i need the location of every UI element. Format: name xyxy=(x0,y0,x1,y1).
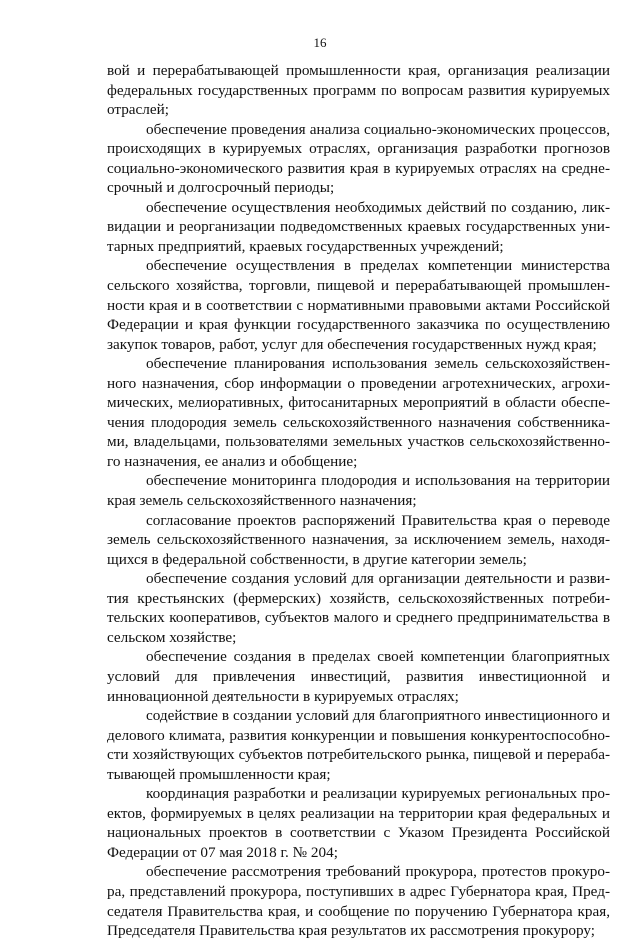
paragraph: содействие в создании условий для благоприятного инвестиционного и делового климата, развития конкуренции и повышения конкурентоспособности хозяйствующих субъектов потребительского рынка, пищевой и перерабатывающей промышленности края; xyxy=(107,707,610,783)
paragraph: обеспечение создания в пределах своей компетенции благоприятных условий для привлечения инвестиций, развития инвестиционной и инновационной деятельности в курируемых отраслях; xyxy=(107,648,610,705)
paragraph: обеспечение планирования использования земель сельскохозяйственного назначения, сбор информации о проведении агротехнических, агрохимических, мелиоративных, фитосанитарных мероприятий в области обеспечения плодородия земель сельскохозяйственного назначения собственниками, владельцами, пользователями земельных участков сельскохозяйственного назначения, ее анализ и обобщение; xyxy=(107,355,610,470)
document-body xyxy=(107,61,610,941)
paragraph: обеспечение мониторинга плодородия и использования на территории края земель сельскохозяйственного назначения; xyxy=(107,472,610,510)
paragraph: обеспечение осуществления необходимых действий по созданию, ликвидации и реорганизации подведомственных краевых государственных унитарных предприятий, краевых государственных учреждений; xyxy=(107,198,610,255)
paragraph-continued: вой и перерабатывающей промышленности края, организация реализации федеральных государственных программ по вопросам развития курируемых отраслей; xyxy=(107,62,610,119)
paragraph: координация разработки и реализации курируемых региональных проектов, формируемых в целях реализации на территории края федеральных и национальных проектов в соответствии с Указом Президента Российской Федерации от 07 мая 2018 г. № 204; xyxy=(107,785,610,861)
paragraph: обеспечение осуществления в пределах компетенции министерства сельского хозяйства, торговли, пищевой и перерабатывающей промышленности края и в соответствии с нормативными правовыми актами Российской Федерации и края функции государственного заказчика по осуществлению закупок товаров, работ, услуг для обеспечения государственных нужд края; xyxy=(107,257,610,353)
paragraph: обеспечение проведения анализа социально-экономических процессов, происходящих в курируемых отраслях, организация разработки прогнозов социально-экономического развития края в курируемых отраслях на среднесрочный и долгосрочный периоды; xyxy=(107,120,610,197)
paragraph: обеспечение рассмотрения требований прокурора, протестов прокурора, представлений прокурора, поступивших в адрес Губернатора края, Председателя Правительства края, и сообщение по поручению Губернатора края, Председателя Правительства края результатов их рассмотрения прокурору; xyxy=(107,863,610,940)
paragraph: обеспечение создания условий для организации деятельности и развития крестьянских (фермерских) хозяйств, сельскохозяйственных потребительских кооперативов, субъектов малого и среднего предпринимательства в сельском хозяйстве; xyxy=(107,570,610,646)
page-number: 16 xyxy=(313,35,327,50)
paragraph: согласование проектов распоряжений Правительства края о переводе земель сельскохозяйственного назначения, за исключением земель, находящихся в федеральной собственности, в другие категории земель; xyxy=(107,511,610,568)
